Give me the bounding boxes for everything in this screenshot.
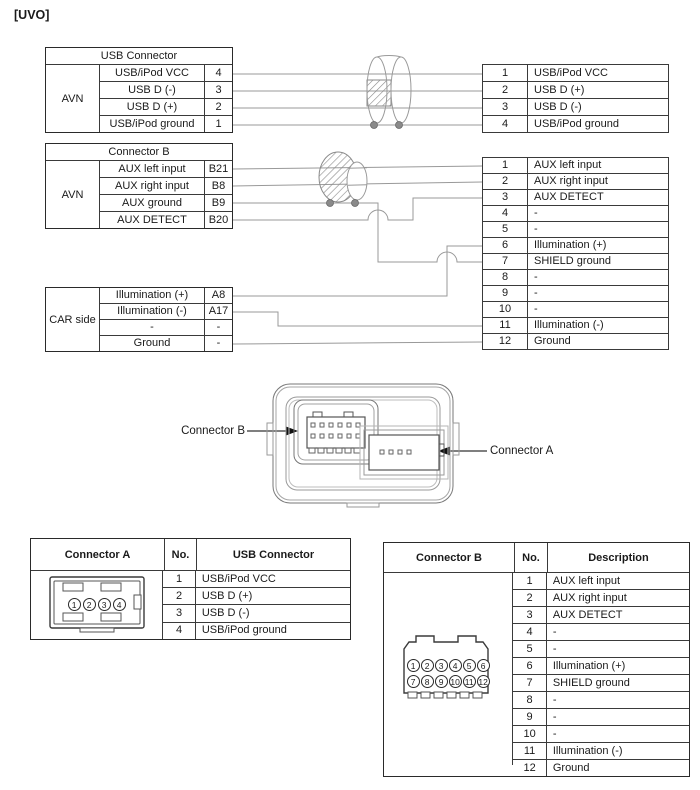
table-row (483, 254, 669, 270)
cell: Ground (133, 337, 171, 349)
cell: - (546, 692, 689, 709)
table-row (483, 238, 669, 254)
cell: AUX DETECT (528, 190, 669, 206)
connector-a-drawing (31, 571, 163, 639)
table-row (483, 334, 669, 350)
cell: 7 (513, 675, 546, 692)
table-row (483, 206, 669, 222)
cell: 2 (483, 174, 528, 190)
pin-number: 1 (68, 598, 81, 611)
pin-number: 6 (477, 659, 490, 672)
header-connector-b: Connector B (384, 543, 515, 572)
cell: 3 (483, 99, 528, 116)
cell: 3 (513, 607, 546, 624)
cell: 1 (483, 65, 528, 82)
connector-b-grid (513, 573, 689, 776)
cell: 2 (205, 99, 233, 116)
cell: SHIELD ground (528, 254, 669, 270)
cell: USB/iPod VCC (195, 571, 350, 588)
table-row (100, 65, 232, 82)
cell: USB D (+) (195, 588, 350, 605)
table-row (513, 743, 689, 760)
cell: Ground (546, 760, 689, 777)
cell: 2 (513, 590, 546, 607)
cell: Illumination (+) (100, 288, 205, 304)
cell: AUX DETECT (546, 607, 689, 624)
table-row (513, 658, 689, 675)
table-row (513, 675, 689, 692)
cell: 4 (176, 624, 183, 637)
cell: 4 (483, 116, 528, 133)
pin-number: 4 (449, 659, 462, 672)
cell: 10 (483, 302, 528, 318)
side-label-car: CAR side (46, 288, 100, 351)
table-row (513, 573, 689, 590)
cell: Ground (528, 334, 669, 350)
cell: USB/iPod VCC (528, 65, 669, 82)
cell: B20 (205, 212, 233, 229)
cell: USB D (-) (528, 99, 669, 116)
table-row (163, 571, 350, 588)
table-row (513, 760, 689, 777)
cell: 6 (513, 658, 546, 675)
header-connector-a: Connector A (31, 539, 165, 570)
car-side-grid (100, 288, 232, 351)
table-row (163, 622, 350, 639)
pin-number: 10 (450, 676, 460, 687)
cell: A17 (205, 304, 233, 320)
cell: - (528, 270, 669, 286)
cell: 1 (483, 158, 528, 174)
table-row (513, 641, 689, 658)
table-row (100, 99, 232, 116)
table-row (100, 320, 232, 336)
header-no: No. (515, 543, 548, 572)
cell: 1 (513, 573, 546, 590)
pin-number: 11 (463, 675, 476, 688)
connector-a-label: Connector A (490, 445, 554, 457)
cell: AUX right input (546, 590, 689, 607)
cell: 6 (483, 238, 528, 254)
table-row (513, 726, 689, 743)
cell: 9 (483, 286, 528, 302)
cell: 1 (163, 571, 195, 588)
cell: USB D (-) (100, 82, 205, 99)
cell: USB/iPod ground (528, 116, 669, 133)
table-row (513, 692, 689, 709)
cell: 8 (513, 692, 546, 709)
connector-b-label: Connector B (181, 425, 245, 437)
table-header: USB Connector (46, 48, 232, 65)
cell: 4 (513, 624, 546, 641)
cell: Illumination (+) (546, 658, 689, 675)
connector-a-pin-numbers (31, 598, 162, 611)
connector-a-grid (163, 571, 350, 639)
cell: 12 (523, 761, 536, 774)
cell: AUX left input (100, 161, 205, 178)
cell: 3 (163, 605, 195, 622)
cell: 5 (483, 222, 528, 238)
cell: 3 (205, 82, 233, 99)
cell: 10 (513, 726, 546, 743)
cell: USB/iPod VCC (100, 65, 205, 82)
cell: B8 (205, 178, 233, 195)
cell: USB D (+) (100, 99, 205, 116)
cell: AUX right input (100, 178, 205, 195)
table-row (513, 590, 689, 607)
table-header-row (384, 543, 689, 573)
cell: 8 (483, 270, 528, 286)
car-side-table (45, 287, 233, 352)
side-label-avn: AVN (46, 161, 100, 228)
table-row (513, 624, 689, 641)
table-row (163, 588, 350, 605)
cell: - (528, 222, 669, 238)
cell: - (205, 336, 233, 352)
cell: USB/iPod ground (109, 117, 195, 130)
connector-a-receptacle (360, 426, 448, 479)
cell: - (546, 641, 689, 658)
cell: - (205, 320, 233, 336)
usb-shield-symbol (367, 56, 411, 129)
table-row (100, 116, 232, 133)
table-row (483, 190, 669, 206)
table-row (100, 161, 232, 178)
header-no: No. (165, 539, 197, 570)
aux-shield-symbol (319, 152, 367, 207)
table-row (100, 178, 232, 195)
aux-pinout-table (482, 157, 669, 350)
header-description: Description (588, 551, 649, 564)
table-row (483, 302, 669, 318)
table-row (100, 195, 232, 212)
avn-unit-rear-view (263, 377, 463, 510)
cell: Illumination (-) (100, 304, 205, 320)
pin-number: 5 (463, 659, 476, 672)
usb-avn-grid (100, 65, 232, 132)
header-usb-connector: USB Connector (232, 548, 315, 561)
cell: SHIELD ground (546, 675, 689, 692)
connector-b-table (383, 542, 690, 777)
pin-number: 3 (98, 598, 111, 611)
cell: B21 (205, 161, 233, 178)
connector-b-pin-numbers-bottom (384, 675, 512, 688)
pin-number: 1 (407, 659, 420, 672)
usb-pinout-table (482, 64, 669, 133)
pin-number: 7 (407, 675, 420, 688)
table-row (483, 82, 669, 99)
table-row (483, 174, 669, 190)
cell: - (546, 709, 689, 726)
cell: A8 (205, 288, 233, 304)
table-row (100, 288, 232, 304)
cell: 1 (205, 116, 233, 133)
cell: 2 (163, 588, 195, 605)
table-row (483, 222, 669, 238)
cell: AUX ground (100, 195, 205, 212)
side-label-avn: AVN (46, 65, 100, 132)
cell: USB/iPod ground (195, 622, 350, 639)
table-row (483, 158, 669, 174)
cell: - (546, 726, 689, 743)
table-row (513, 607, 689, 624)
cell: AUX left input (546, 573, 689, 590)
table-row (100, 82, 232, 99)
table-row (100, 304, 232, 320)
cell: AUX left input (528, 158, 669, 174)
table-row (513, 709, 689, 726)
cell: 11 (513, 743, 546, 760)
cell: 2 (483, 82, 528, 99)
cell: USB D (+) (528, 82, 669, 99)
cell: 3 (483, 190, 528, 206)
table-row (483, 318, 669, 334)
table-header: Connector B (46, 144, 232, 161)
cell: 12 (483, 334, 528, 350)
cell: AUX DETECT (117, 213, 187, 226)
pin-number: 2 (83, 598, 96, 611)
cell: 9 (513, 709, 546, 726)
pin-number: 4 (113, 598, 126, 611)
connector-b-pin-numbers-top (384, 659, 512, 672)
pin-number: 3 (435, 659, 448, 672)
cell: - (100, 320, 205, 336)
table-row (100, 336, 232, 352)
connector-a-table (30, 538, 351, 640)
aux-avn-table (45, 143, 233, 229)
table-row (483, 286, 669, 302)
table-row (100, 212, 232, 229)
cell: 5 (513, 641, 546, 658)
illumination-wires (233, 246, 482, 344)
connector-b-receptacle (294, 400, 378, 464)
cell: Illumination (-) (528, 318, 669, 334)
cell: - (528, 302, 669, 318)
cell: USB D (-) (195, 605, 350, 622)
cell: B9 (205, 195, 233, 212)
table-row (483, 65, 669, 82)
cell: - (546, 624, 689, 641)
cell: Illumination (-) (546, 743, 689, 760)
table-row (483, 99, 669, 116)
page-title: [UVO] (14, 8, 50, 22)
cell: 7 (483, 254, 528, 270)
table-header-row (31, 539, 350, 571)
table-row (483, 116, 669, 133)
pin-number: 2 (421, 659, 434, 672)
cell: 4 (483, 206, 528, 222)
aux-avn-grid (100, 161, 232, 228)
pin-number: 12 (478, 676, 488, 687)
cell: - (528, 206, 669, 222)
pin-number: 9 (435, 675, 448, 688)
cell: - (528, 286, 669, 302)
cell: Illumination (+) (528, 238, 669, 254)
table-row (483, 270, 669, 286)
table-row (163, 605, 350, 622)
connector-b-drawing (384, 573, 513, 765)
pin-number: 8 (421, 675, 434, 688)
cell: 4 (205, 65, 233, 82)
usb-avn-table (45, 47, 233, 133)
usb-wires (233, 74, 482, 125)
cell: AUX right input (528, 174, 669, 190)
cell: 11 (483, 318, 528, 334)
